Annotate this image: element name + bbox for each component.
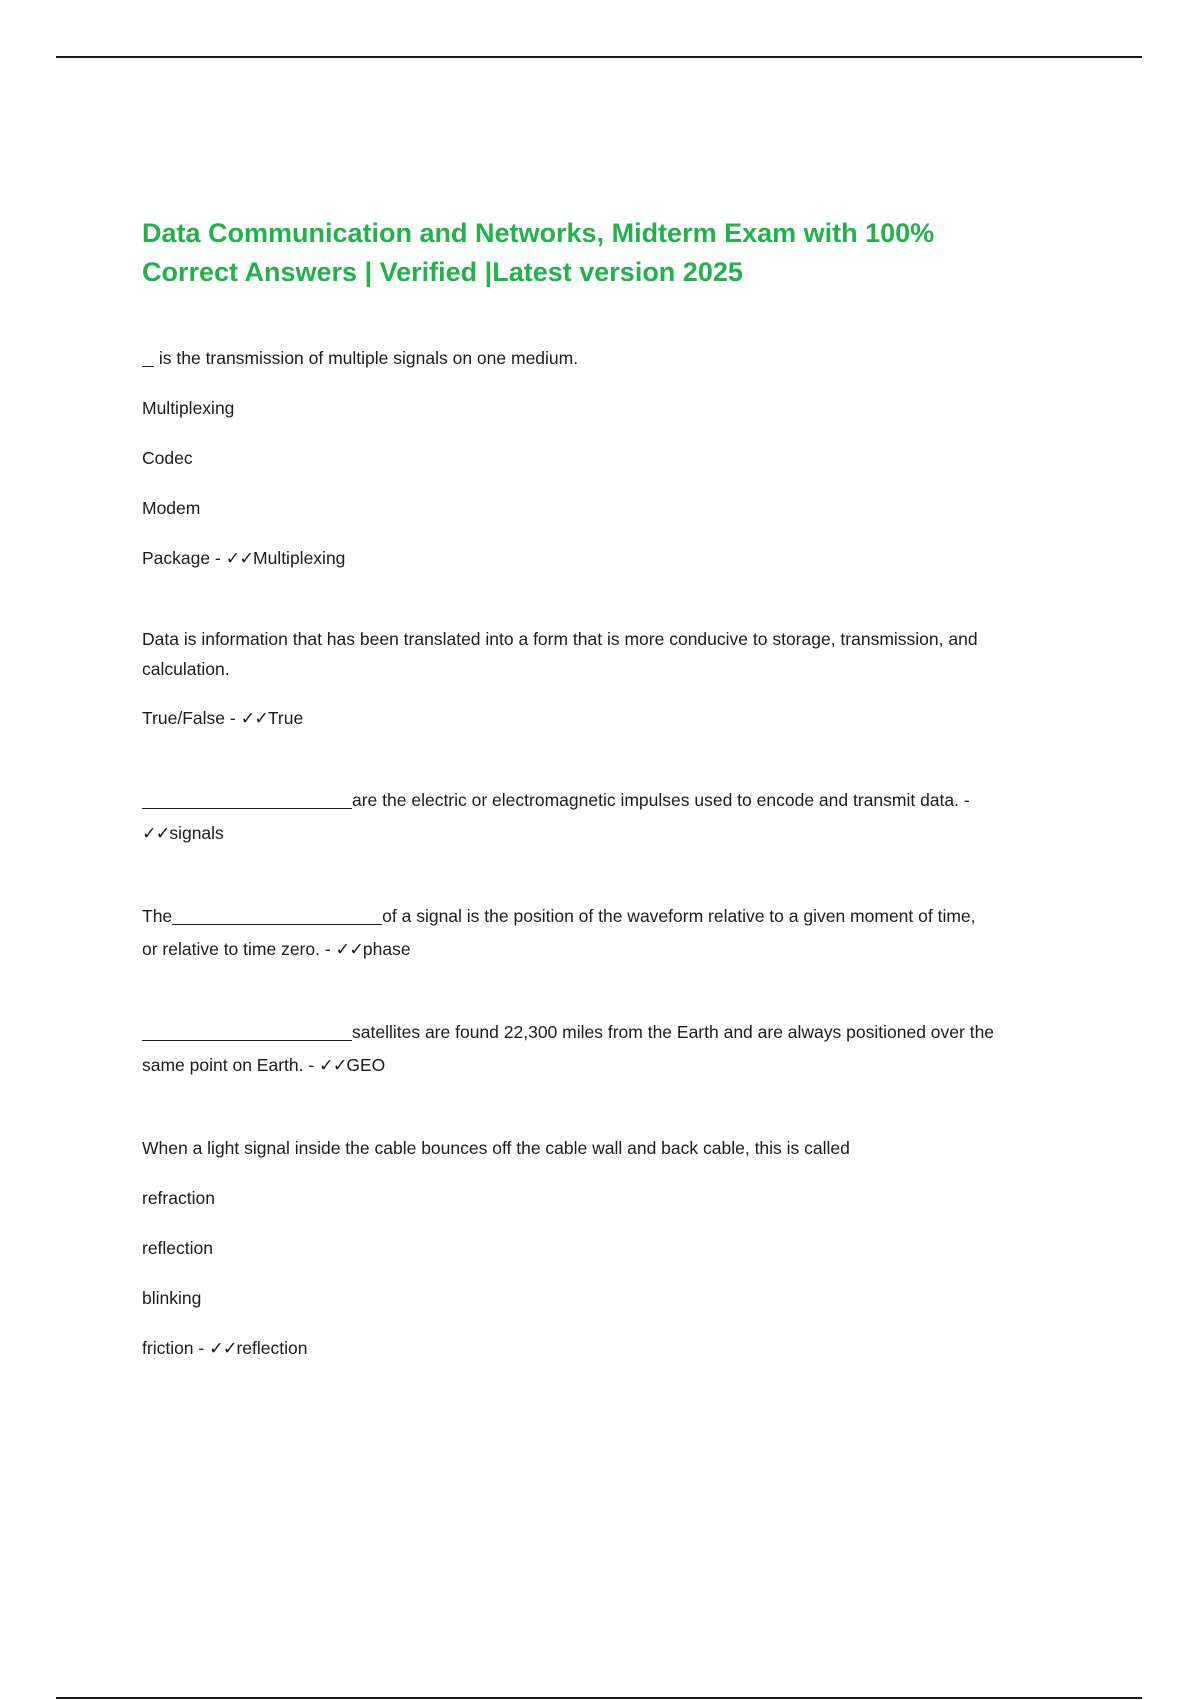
footer-rule (56, 1697, 1142, 1699)
question-4 (142, 900, 1062, 966)
check-mark-icon: ✓✓ (225, 548, 253, 568)
header-rule (56, 56, 1142, 58)
fill-in-blank (142, 346, 154, 367)
question-prompt: satellites are found 22,300 miles from the Earth and are always positioned over the same point on Earth. - ✓✓GEO (142, 1022, 995, 1075)
fill-in-blank (172, 904, 382, 925)
answer: signals (169, 823, 224, 843)
option-with-answer: friction - ✓✓reflection (142, 1338, 308, 1358)
option-with-answer: Package - ✓✓Multiplexing (142, 548, 346, 568)
answer-separator: - (225, 708, 241, 728)
check-mark-icon: ✓✓ (240, 708, 268, 728)
check-mark-icon: ✓✓ (209, 1338, 237, 1358)
answer: GEO (346, 1055, 386, 1075)
answer-separator: - (193, 1338, 210, 1358)
question-prompt: Data is information that has been translated into a form that is more conducive to storage, transmission, and calculation. (142, 629, 978, 679)
option-with-answer: True/False - ✓✓True (142, 708, 304, 728)
check-mark-icon: ✓✓ (142, 823, 170, 843)
fill-in-blank (142, 788, 352, 809)
option: refraction (142, 1188, 215, 1208)
title-line-1: Data Communication and Networks, Midterm Exam with 100% (142, 218, 935, 248)
question-1 (142, 342, 1062, 574)
answer: Multiplexing (253, 548, 346, 568)
question-2 (142, 624, 1062, 734)
answer: True (267, 708, 304, 728)
question-3 (142, 784, 1062, 850)
option: reflection (142, 1238, 214, 1258)
check-mark-icon: ✓✓ (335, 939, 363, 959)
option: Multiplexing (142, 398, 235, 418)
question-5 (142, 1016, 1062, 1082)
title-line-2: Correct Answers | Verified |Latest version 2025 (142, 257, 743, 287)
check-mark-icon: ✓✓ (319, 1055, 347, 1075)
answer-separator: - (210, 548, 226, 568)
document-title (142, 214, 1062, 292)
question-prompt: When a light signal inside the cable bounces off the cable wall and back cable, this is called (142, 1138, 850, 1158)
question-6 (142, 1132, 1062, 1364)
option: Codec (142, 448, 193, 468)
question-prompt: The of a signal is the position of the waveform relative to a given moment of time, or relative to time zero. - ✓✓phase (142, 906, 976, 959)
document-body (142, 214, 1062, 1414)
question-prompt: are the electric or electromagnetic impulses used to encode and transmit data. - ✓✓signals (142, 790, 970, 843)
answer: phase (362, 939, 411, 959)
fill-in-blank (142, 1020, 352, 1041)
option: Modem (142, 498, 201, 518)
option: blinking (142, 1288, 202, 1308)
question-prompt: is the transmission of multiple signals on one medium. (142, 342, 1062, 374)
answer: reflection (236, 1338, 308, 1358)
